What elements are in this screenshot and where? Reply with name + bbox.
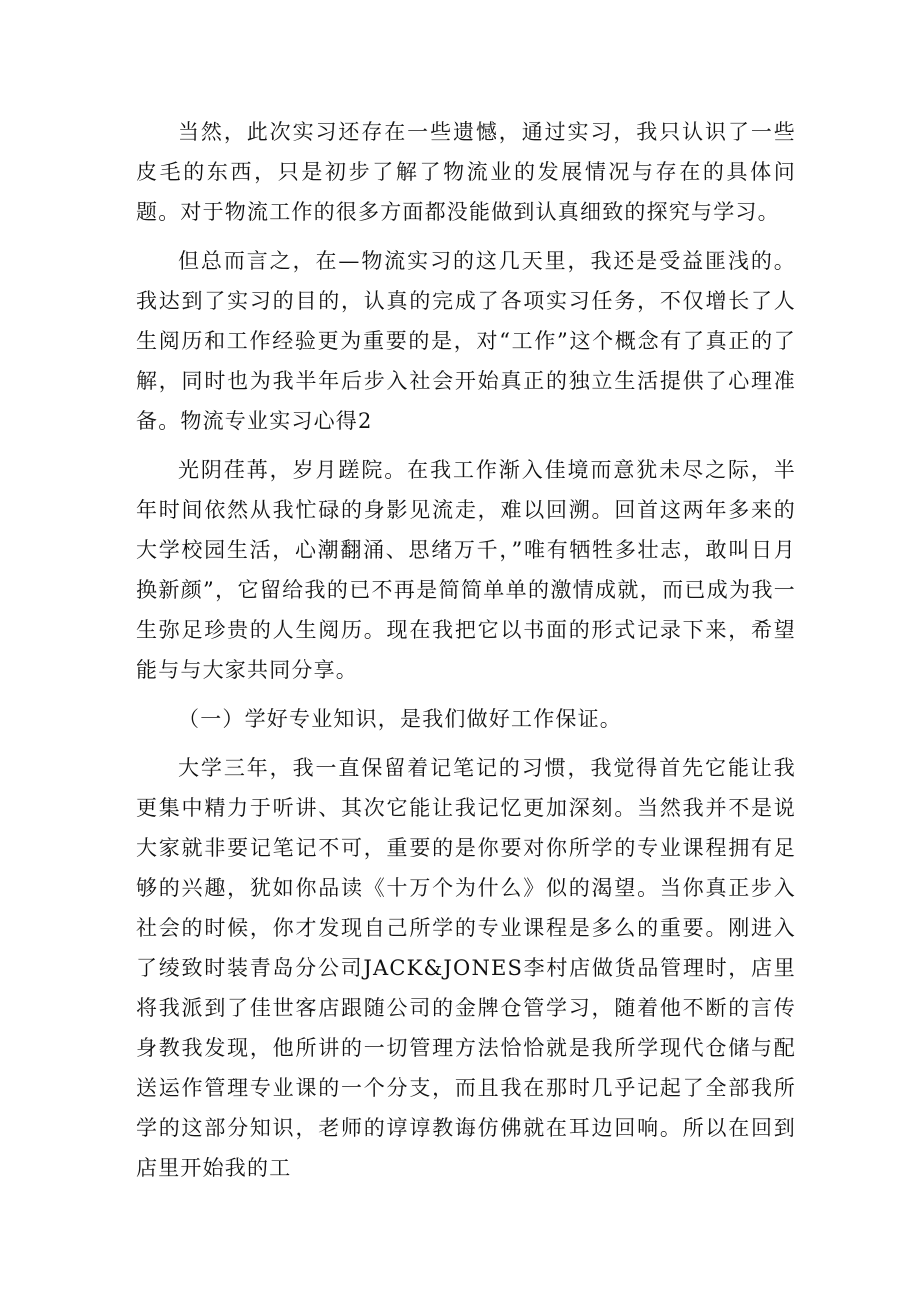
paragraph-note-taking: 大学三年，我一直保留着记笔记的习惯，我觉得首先它能让我更集中精力于听讲、其次它能让我记忆更加深刻。当然我并不是说大家就非要记笔记不可，重要的是你要对你所学的专业课程拥有足够的兴趣，犹如你品读《十万个为什么》似的渴望。当你真正步入社会的时候，你才发现自己所学的专业课程是多么的重要。刚进入了绫致时装青岛分公司JACK&JONES李村店做货品管理时，店里将我派到了佳世客店跟随公司的金牌仓管学习，随着他不断的言传身教我发现，他所讲的一切管理方法恰恰就是我所学现代仓储与配送运作管理专业课的一个分支，而且我在那时几乎记起了全部我所学的这部分知识，老师的谆谆教诲仿佛就在耳边回响。所以在回到店里开始我的工	[136, 756, 796, 1180]
paragraph-time-passing: 光阴荏苒，岁月蹉院。在我工作渐入佳境而意犹未尽之际，半年时间依然从我忙碌的身影见流走，难以回溯。回首这两年多来的大学校园生活，心潮翻涌、思绪万千，”唯有牺牲多壮志，敢叫日月换新颜”，它留给我的已不再是简简单单的激情成就，而已成为我一生弥足珍贵的人生阅历。现在我把它以书面的形式记录下来，希望能与与大家共同分享。	[136, 458, 796, 682]
section-heading-professional-knowledge: （一）学好专业知识，是我们做好工作保证。	[178, 707, 622, 731]
paragraph-internship-regrets: 当然，此次实习还存在一些遗憾，通过实习，我只认识了一些皮毛的东西，只是初步了解了物流业的发展情况与存在的具体问题。对于物流工作的很多方面都没能做到认真细致的探究与学习。	[136, 120, 796, 224]
paragraph-internship-summary: 但总而言之，在—物流实习的这几天里，我还是受益匪浅的。我达到了实习的目的，认真的完成了各项实习任务，不仅增长了人生阅历和工作经验更为重要的是，对“工作”这个概念有了真正的了解，同时也为我半年后步入社会开始真正的独立生活提供了心理准备。物流专业实习心得2	[136, 249, 796, 433]
document-body	[136, 112, 796, 1197]
